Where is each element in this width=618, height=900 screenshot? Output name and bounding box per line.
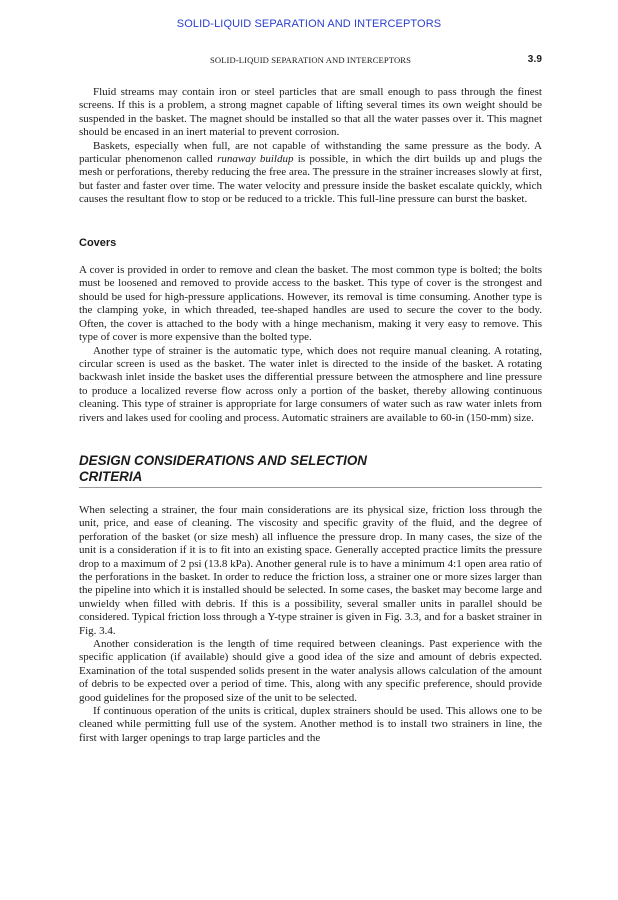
chapter-banner: SOLID-LIQUID SEPARATION AND INTERCEPTORS xyxy=(176,18,442,30)
paragraph: Another consideration is the length of time required between cleanings. Past experience with the specific application (if available) should give a good idea of the size and amount of debris expected. Examination of the total suspended solids present in the water analysis allows calculation of the amount of debris to be expected over a period of time. This, along with any specific preference, should provide good guidelines for the proposed size of the unit to be selected. xyxy=(79,638,542,704)
paragraph: Baskets, especially when full, are not capable of withstanding the same pressure as the body. A particular phenomenon called runaway buildup is possible, in which the dirt builds up and plugs the mesh or perforations, thereby reducing the free area. The pressure in the strainer increases slowly at first, but faster and faster over time. The water velocity and pressure inside the basket escalate quickly, which causes the resultant flow to stop or be reduced to a trickle. This full-line pressure can burst the basket. xyxy=(79,139,542,206)
paragraph: Another type of strainer is the automatic type, which does not require manual cleaning. A rotating, circular screen is used as the basket. The water inlet is directed to the inside of the basket. A rotating backwash inlet inside the basket uses the differential pressure between the atmosphere and line pressure to produce a localized reverse flow across only a portion of the basket, thereby allowing continuous cleaning. This type of strainer is appropriate for large consumers of water such as raw water inlets from rivers and lakes used for cooling and process. Automatic strainers are available to 60-in (150-mm) size. xyxy=(79,344,542,424)
section-heading-design: DESIGN CONSIDERATIONS AND SELECTION CRITERIA xyxy=(79,453,542,488)
emphasis-term: runaway buildup xyxy=(217,153,294,166)
running-head-title: SOLID-LIQUID SEPARATION AND INTERCEPTORS xyxy=(210,55,411,65)
paragraph: A cover is provided in order to remove and clean the basket. The most common type is bolted; the bolts must be loosened and removed to provide access to the basket. This type of cover is the strongest and should be used for high-pressure applications. However, its removal is time consuming. Another type is the clamping yoke, in which threaded, tee-shaped handles are used to secure the cover to the body. Often, the cover is attached to the body with a hinge mechanism, making it very easy to remove. This type of cover is more expensive than the bolted type. xyxy=(79,264,542,344)
page-number: 3.9 xyxy=(527,54,542,65)
paragraph: If continuous operation of the units is critical, duplex strainers should be used. This allows one to be cleaned while permitting full use of the system. Another method is to install two strainers in line, the first with larger openings to trap large particles and the xyxy=(79,705,542,744)
paragraph: When selecting a strainer, the four main considerations are its physical size, friction loss through the unit, price, and ease of cleaning. The viscosity and specific gravity of the fluid, and the degree of perforation of the basket (or size mesh) all influence the pressure drop. In many cases, the size of the unit is a consideration if it is to fit into an existing space. Generally accepted practice limits the pressure drop to a maximum of 2 psi (13.8 kPa). Another general rule is to have a minimum 4:1 open area ratio of the perforations in the basket. In order to reduce the friction loss, a strainer one or more sizes larger than the pipeline into which it is installed should be selected. In some cases, the basket may become large and unwieldy when filled with debris. If this is a possibility, several smaller units in parallel should be considered. Typical friction loss through a Y-type strainer is given in Fig. 3.3, and for a basket strainer in Fig. 3.4. xyxy=(79,503,542,637)
section-heading-covers: Covers xyxy=(79,236,117,249)
paragraph: Fluid streams may contain iron or steel particles that are small enough to pass through the finest screens. If this is a problem, a strong magnet capable of lifting several times its own weight should be suspended in the basket. The magnet should be installed so that all the water passes over it. This magnet should be encased in an inert material to prevent corrosion. xyxy=(79,86,542,139)
page-body xyxy=(79,86,542,745)
